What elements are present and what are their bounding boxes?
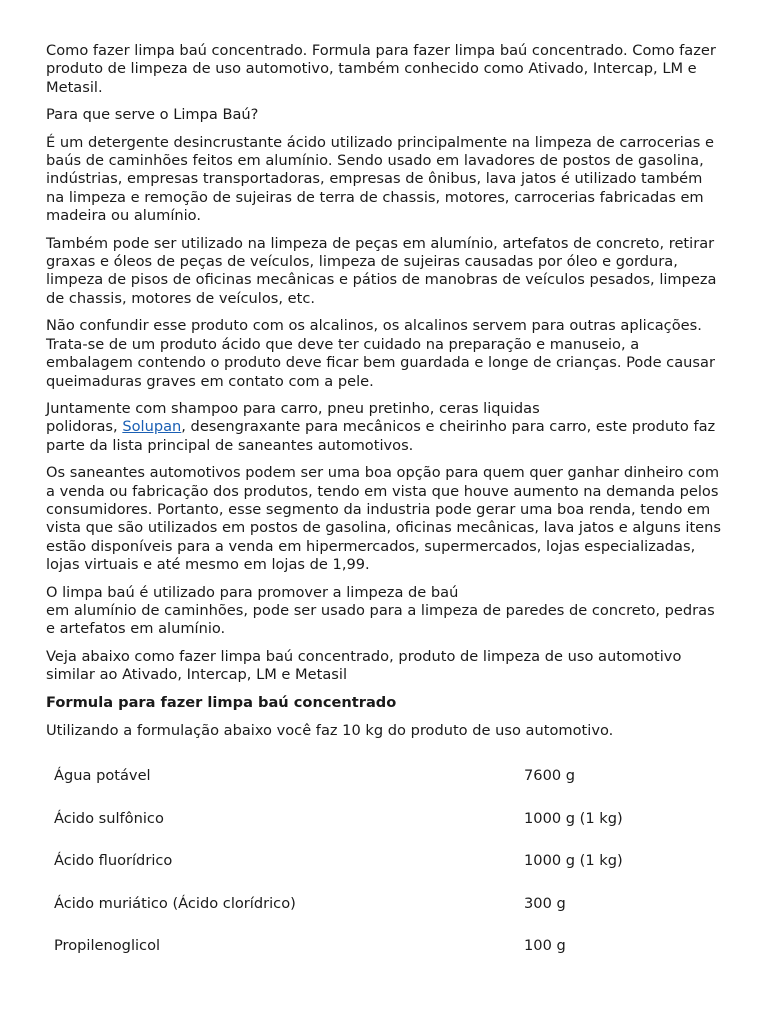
warning-paragraph: Não confundir esse produto com os alcalinos, os alcalinos servem para outras aplicações. Trata-se de um produto ácido que deve ter cuidado na preparação e manuseio, a embalagem contendo o produto deve ficar bem guardada e longe de crianças. Pode causar queimaduras graves em contato com a pele. xyxy=(46,317,715,390)
related-products-paragraph xyxy=(46,400,722,455)
market-paragraph: Os saneantes automotivos podem ser uma boa opção para quem quer ganhar dinheiro com a venda ou fabricação dos produtos, tendo em vista que houve aumento na demanda pelos consumidores. Portanto, esse segmento da industria pode gerar uma boa renda, tendo em vista que são utilizados em postos de gasolina, oficinas mecânicas, lava jatos e alguns itens estão disponíveis para a venda em hipermercados, supermercados, lojas especializadas, lojas virtuais e até mesmo em lojas de 1,99. xyxy=(46,464,722,574)
related-products-pre: polidoras, xyxy=(46,418,123,436)
amount-cell: 1000 g (1 kg) xyxy=(524,852,623,870)
intro-paragraph: Como fazer limpa baú concentrado. Formula para fazer limpa baú concentrado. Como fazer produto de limpeza de uso automotivo, também conhecido como Ativado, Intercap, LM e Metasil. xyxy=(46,42,716,96)
related-products-line1: Juntamente com shampoo para carro, pneu pretinho, ceras liquidas xyxy=(46,399,540,417)
table-row xyxy=(46,797,722,840)
amount-cell: 7600 g xyxy=(524,767,576,785)
see-below-paragraph: Veja abaixo como fazer limpa baú concentrado, produto de limpeza de uso automotivo similar ao Ativado, Intercap, LM e Metasil xyxy=(46,647,682,684)
description-paragraph: É um detergente desincrustante ácido utilizado principalmente na limpeza de carrocerias e baús de caminhões feitos em alumínio. Sendo usado em lavadores de postos de gasolina, indústrias, empresas transportadoras, empresas de ônibus, lava jatos é utilizado também na limpeza e remoção de sujeiras de terra de chassis, motores, carrocerias fabricadas em madeira ou alumínio. xyxy=(46,133,714,225)
related-products-post: , desengraxante para mecânicos e cheirinho para carro, este produto faz parte da lista principal de saneantes automotivos. xyxy=(46,418,716,454)
formula-heading: Formula para fazer limpa baú concentrado xyxy=(46,693,397,711)
purpose-line1: O limpa baú é utilizado para promover a limpeza de baú xyxy=(46,583,459,601)
ingredient-cell: Ácido muriático (Ácido clorídrico) xyxy=(54,894,296,912)
purpose-rest: em alumínio de caminhões, pode ser usado para a limpeza de paredes de concreto, pedras e artefatos em alumínio. xyxy=(46,601,715,638)
table-row xyxy=(46,882,722,925)
solupan-link[interactable]: Solupan xyxy=(122,418,182,436)
ingredient-cell: Propilenoglicol xyxy=(54,937,161,955)
table-row xyxy=(46,924,722,967)
amount-cell: 300 g xyxy=(524,894,566,912)
table-row xyxy=(46,754,722,797)
question-paragraph: Para que serve o Limpa Baú? xyxy=(46,106,259,124)
formula-table xyxy=(46,754,722,967)
table-row xyxy=(46,839,722,882)
purpose-paragraph xyxy=(46,584,722,639)
amount-cell: 1000 g (1 kg) xyxy=(524,809,623,827)
ingredient-cell: Ácido sulfônico xyxy=(54,809,164,827)
ingredient-cell: Água potável xyxy=(54,767,151,785)
amount-cell: 100 g xyxy=(524,937,566,955)
formula-intro-paragraph: Utilizando a formulação abaixo você faz 10 kg do produto de uso automotivo. xyxy=(46,722,614,739)
uses-paragraph: Também pode ser utilizado na limpeza de peças em alumínio, artefatos de concreto, retirar graxas e óleos de peças de veículos, limpeza de sujeiras causadas por óleo e gordura, limpeza de pisos de oficinas mecânicas e pátios de manobras de veículos pesados, limpeza de chassis, motores de veículos, etc. xyxy=(46,234,717,307)
ingredient-cell: Ácido fluorídrico xyxy=(54,852,173,870)
